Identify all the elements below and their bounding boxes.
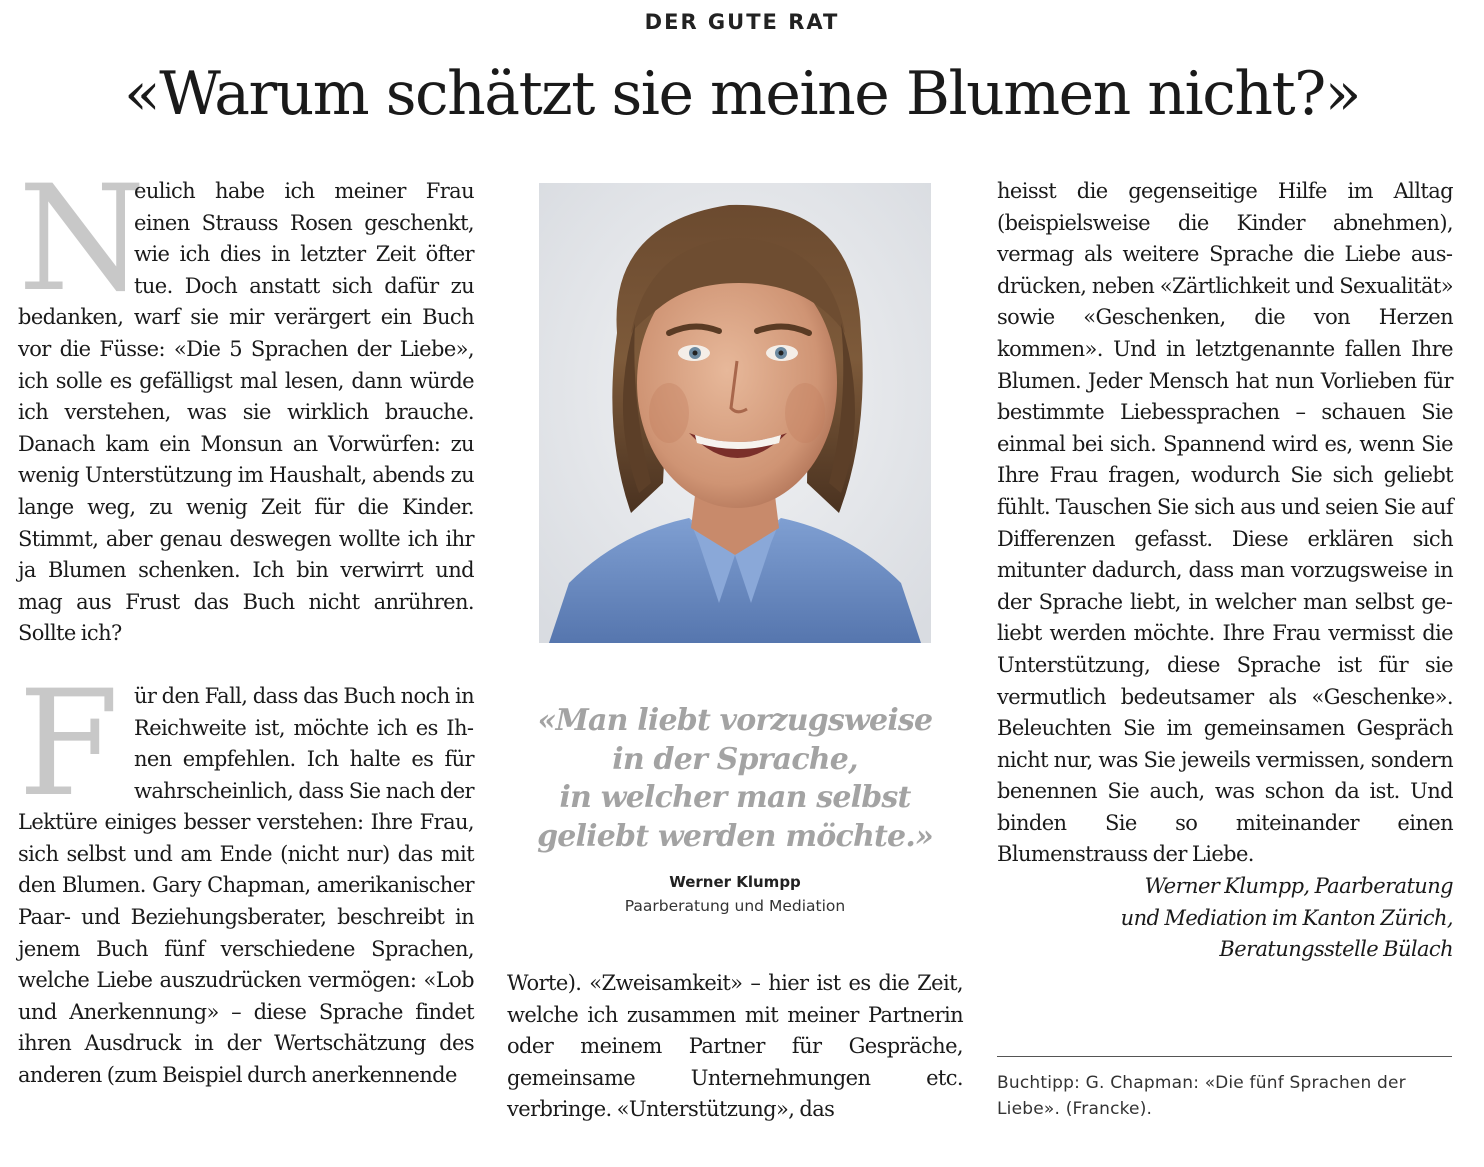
column-middle	[507, 968, 963, 1126]
pull-quote-author: Werner Klumpp	[669, 873, 801, 891]
pull-quote	[520, 702, 950, 856]
dropcap-n: N	[18, 154, 146, 324]
author-portrait-photo	[539, 183, 931, 643]
signature-line: Werner Klumpp, Paarberatung	[1144, 874, 1453, 899]
portrait-illustration	[539, 183, 931, 643]
divider-rule	[997, 1056, 1452, 1057]
answer-text-part3: heisst die gegenseitige Hilfe im Alltag (beispielsweise die Kinder abnehmen), vermag als weitere Sprache die Liebe ausdrücken, neben «Zärtlichkeit und Sexualität» sowie «Geschenken, die von Herzen kommen». Und in letztgenannte fallen Ihre Blumen. Jeder Mensch hat nun Vorlieben für bestimmte Liebessprachen – schauen Sie einmal bei sich. Spannend wird es, wenn Sie Ihre Frau fragen, wodurch Sie sich geliebt fühlt. Tauschen Sie sich aus und seien Sie auf Differenzen gefasst. Diese erklären sich mitunter dadurch, dass man vorzugsweise in der Sprache liebt, in welcher man selbst geliebt werden möchte. Ihre Frau vermisst die Unterstützung, diese Sprache ist für sie vermutlich bedeutsamer als «Geschenke». Beleuchten Sie im gemeinsamen Gespräch nicht nur, was Sie jeweils vermissen, sondern benennen Sie auch, was schon da ist. Und binden Sie so miteinander einen Blumenstrauss der Liebe.	[997, 179, 1453, 867]
pull-quote-line: «Man liebt vorzugsweise	[537, 703, 933, 738]
signature-line: und Mediation im Kanton Zürich,	[1120, 905, 1453, 930]
column-right	[997, 176, 1453, 966]
pull-quote-line: in der Sprache,	[612, 741, 858, 777]
pull-quote-role: Paarberatung und Mediation	[624, 897, 846, 915]
book-tip: Buchtipp: G. Chapman: «Die fünf Sprachen der Liebe». (Francke).	[997, 1073, 1406, 1119]
author-signature	[997, 871, 1453, 966]
section-kicker: DER GUTE RAT	[644, 10, 840, 34]
dropcap-f: F	[18, 658, 119, 829]
answer-text-part2: Worte). «Zweisamkeit» – hier ist es die Zeit, welche ich zusammen mit meiner Partnerin oder meinem Partner für Gespräche, gemeinsame Unternehmungen etc. verbringe. «Unterstützung», das	[507, 971, 963, 1122]
question-text: eulich habe ich meiner Frau einen Strauss Rosen geschenkt, wie ich dies in letzter Zeit öfter tue. Doch anstatt sich dafür zu bedanken, warf sie mir verärgert ein Buch vor die Füsse: «Die 5 Sprachen der Liebe», ich solle es gefälligst mal lesen, dann würde ich verstehen, was sie wirklich brauche. Danach kam ein Monsun an Vorwürfen: zu wenig Unterstützung im Haushalt, abends zu lange weg, zu wenig Zeit für die Kinder. Stimmt, aber genau deswegen wollte ich ihr ja Blumen schenken. Ich bin verwirrt und mag aus Frust das Buch nicht anrühren. Sollte ich?	[18, 179, 474, 646]
answer-text-part1: ür den Fall, dass das Buch noch in Reichweite ist, möchte ich es Ihnen empfehlen. Ich halte es für wahrscheinlich, dass Sie nach der Lektüre einiges besser verstehen: Ihre Frau, sich selbst und am Ende (nicht nur) das mit den Blumen. Gary Chapman, amerikanischer Paar- und Beziehungsberater, beschreibt in jenem Buch fünf verschiedene Sprachen, welche Liebe auszudrücken vermögen: «Lob und Anerkennung» – diese Sprache findet ihren Ausdruck in der Wertschätzung des anderen (zum Beispiel durch anerkennende	[18, 683, 474, 1088]
signature-line: Beratungsstelle Bülach	[1219, 937, 1453, 962]
question-paragraph	[18, 154, 474, 650]
pull-quote-line: in welcher man selbst	[559, 780, 911, 815]
pull-quote-line: geliebt werden möchte.»	[537, 818, 933, 854]
answer-paragraph	[18, 658, 474, 1092]
column-left	[18, 154, 474, 1092]
article-headline: «Warum schätzt sie meine Blumen nicht?»	[124, 59, 1360, 129]
